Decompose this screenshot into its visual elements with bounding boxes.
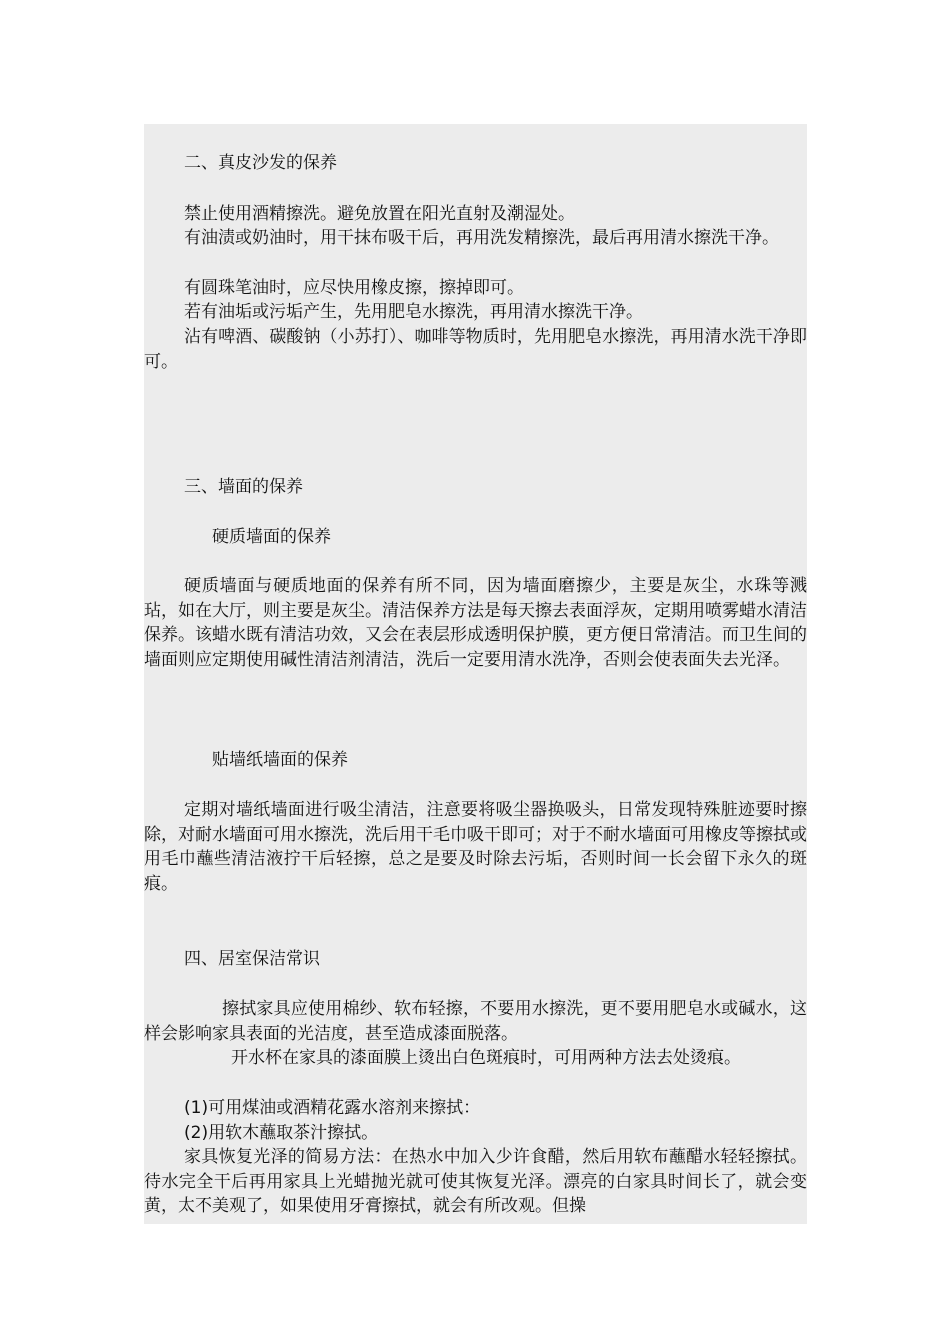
paragraph: 定期对墙纸墙面进行吸尘清洁，注意要将吸尘器换吸头，日常发现特殊脏迹要时擦除，对耐水墙面可用水擦洗，洗后用干毛巾吸干即可；对于不耐水墙面可用橡皮等擦拭或用毛巾蘸些清洁液拧干后轻擦，总之是要及时除去污垢，否则时间一长会留下永久的斑痕。 [144,800,807,894]
paragraph: 有油渍或奶油时，用干抹布吸干后，再用洗发精擦洗，最后再用清水擦洗干净。 [184,228,779,248]
paragraph: 硬质墙面与硬质地面的保养有所不同，因为墙面磨擦少，主要是灰尘，水珠等溅玷，如在大厅，则主要是灰尘。清洁保养方法是每天擦去表面浮灰，定期用喷雾蜡水清洁保养。该蜡水既有清洁功效，又会在表层形成透明保护膜，更方便日常清洁。而卫生间的墙面则应定期使用碱性清洁剂清洁，洗后一定要用清水洗净，否则会使表面失去光泽。 [144,576,807,670]
paragraph: 沾有啤酒、碳酸钠（小苏打）、咖啡等物质时，先用肥皂水擦洗，再用清水洗干净即可。 [144,327,807,372]
subsection-title: 硬质墙面的保养 [212,527,331,547]
section-3-title: 三、墙面的保养 [184,477,303,497]
paragraph: 擦拭家具应使用棉纱、软布轻擦，不要用水擦洗，更不要用肥皂水或碱水，这样会影响家具表面的光洁度，甚至造成漆面脱落。 [144,999,807,1044]
paragraph: 若有油垢或污垢产生，先用肥皂水擦洗，再用清水擦洗干净。 [184,302,643,322]
paragraph: 禁止使用酒精擦洗。避免放置在阳光直射及潮湿处。 [184,204,575,224]
list-item: (1)可用煤油或酒精花露水溶剂来擦拭： [184,1098,481,1118]
section-2-title: 二、真皮沙发的保养 [184,153,337,173]
paragraph: 开水杯在家具的漆面膜上烫出白色斑痕时，可用两种方法去处烫痕。 [231,1048,741,1068]
document-page [144,124,807,1224]
paragraph: 家具恢复光泽的简易方法：在热水中加入少许食醋，然后用软布蘸醋水轻轻擦拭。 待水完全干后再用家具上光蜡抛光就可使其恢复光泽。漂亮的白家具时间长了，就会变黄，太不美观了，如果使用牙膏擦拭，就会有所改观。但操 [144,1147,807,1216]
section-4-title: 四、居室保洁常识 [184,949,320,969]
list-item: (2)用软木蘸取茶汁擦拭。 [184,1123,379,1143]
paragraph: 有圆珠笔油时，应尽快用橡皮擦，擦掉即可。 [184,278,524,298]
subsection-title: 贴墙纸墙面的保养 [212,750,348,770]
